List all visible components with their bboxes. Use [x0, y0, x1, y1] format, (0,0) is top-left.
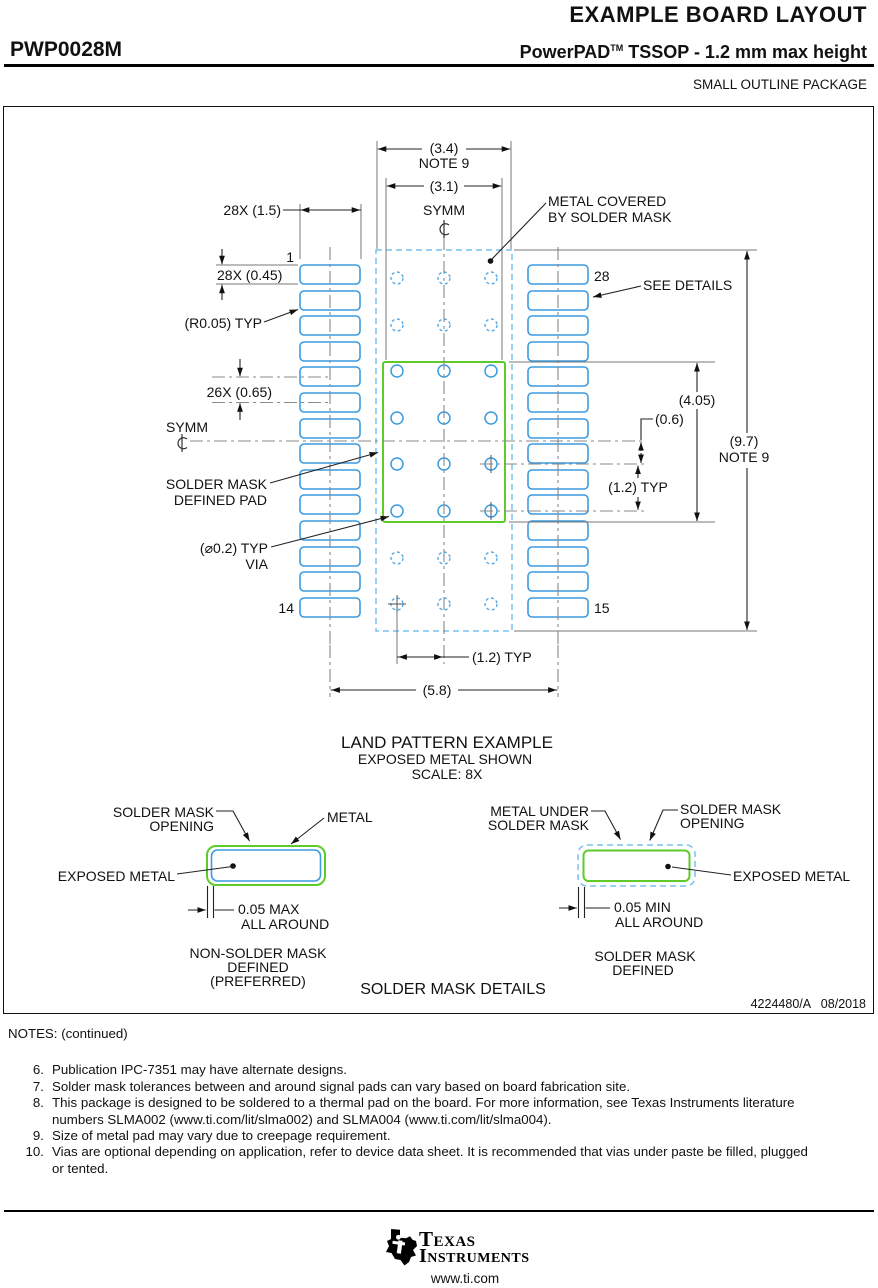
smd-caption-1: SOLDER MASK [594, 948, 696, 964]
nsmd-dim-2: ALL AROUND [241, 916, 330, 932]
pin-14-label: 14 [278, 600, 294, 616]
dim-r0-05: (R0.05) TYP [184, 315, 262, 331]
brand-name: PowerPAD [519, 42, 611, 62]
smd-opening-label-2: OPENING [680, 815, 745, 831]
detail-smd [488, 801, 851, 978]
notes-heading: NOTES: (continued) [8, 1026, 128, 1041]
via-label-2: VIA [245, 556, 268, 572]
smd-dim-1: 0.05 MIN [614, 899, 671, 915]
nsmd-caption-3: (PREFERRED) [210, 973, 306, 989]
part-number: PWP0028M [10, 38, 123, 61]
solder-mask-defined-pad-label-1: SOLDER MASK [165, 476, 267, 492]
dim-1-2-bottom: (1.2) TYP [472, 649, 532, 665]
via-label-1: (⌀0.2) TYP [199, 540, 268, 556]
note-row: 7. Solder mask tolerances between and around signal pads can vary based on board fabrication site. [32, 1078, 631, 1094]
centerline-symbol-top [440, 220, 449, 238]
nsmd-metal-shape [212, 850, 321, 881]
ti-logo-icon [383, 1228, 419, 1275]
smd-metal-under-label-1: METAL UNDER [490, 803, 589, 819]
symm-left-label: SYMM [166, 419, 208, 435]
dim-1-2-right: (1.2) TYP [608, 479, 668, 495]
smd-metal-under-label-2: SOLDER MASK [487, 817, 589, 833]
land-pattern-drawing [4, 107, 873, 1013]
via-cross-marks [388, 455, 491, 613]
dim-3-1: (3.1) [429, 178, 459, 194]
details-title: SOLDER MASK DETAILS [360, 981, 546, 998]
note-row: 9. Size of metal pad may vary due to creepage requirement. [32, 1128, 391, 1144]
package-subtitle [520, 42, 867, 63]
detail-nsmd [58, 804, 373, 989]
ti-wordmark-texas: Texas [419, 1227, 476, 1251]
trademark-symbol: TM [610, 43, 624, 53]
nsmd-opening-label-1: SOLDER MASK [112, 804, 214, 820]
header-rule [4, 64, 874, 67]
nsmd-caption-1: NON-SOLDER MASK [189, 945, 327, 961]
pin-1-label: 1 [286, 249, 294, 265]
caption-title: LAND PATTERN EXAMPLE [341, 733, 553, 752]
solder-mask-defined-pad-label-2: DEFINED PAD [173, 492, 267, 508]
notes-section [8, 1026, 856, 1177]
symm-top-label: SYMM [423, 202, 465, 218]
note-row: or tented. [52, 1160, 109, 1176]
note-row: 8. This package is designed to be soldered to a thermal pad on the board. For more information, see Texas Instruments literature [32, 1095, 795, 1111]
ti-wordmark-instruments: Instruments [419, 1245, 530, 1267]
package-height: TSSOP - 1.2 mm max height [623, 42, 867, 62]
dim-26x-0-65: 26X (0.65) [206, 384, 272, 400]
pin-15-label: 15 [594, 600, 610, 616]
caption-sub1: EXPOSED METAL SHOWN [357, 751, 533, 767]
dim-28x-1-5: 28X (1.5) [223, 202, 281, 218]
nsmd-opening-label-2: OPENING [149, 818, 214, 834]
smd-dim-2: ALL AROUND [615, 914, 704, 930]
note-row: numbers SLMA002 (www.ti.com/lit/slma002) and SLMA004 (www.ti.com/lit/slma004). [52, 1111, 552, 1127]
dim-5-8: (5.8) [422, 682, 452, 698]
nsmd-dim-1: 0.05 MAX [238, 901, 300, 917]
dim-4-05: (4.05) [678, 392, 716, 408]
page-title: EXAMPLE BOARD LAYOUT [569, 2, 867, 27]
smd-exposed-metal-dot [665, 864, 671, 870]
note-row: 6. Publication IPC-7351 may have alternate designs. [32, 1062, 347, 1078]
dim-3-4: (3.4) [429, 140, 459, 156]
footer-rule [4, 1210, 874, 1212]
dim-9-7-note: NOTE 9 [718, 449, 770, 465]
package-type: SMALL OUTLINE PACKAGE [692, 77, 867, 92]
caption-sub2: SCALE: 8X [411, 766, 483, 782]
note-row: 10. Vias are optional depending on application, refer to device data sheet. It is recommended that vias under paste be filled, plugged [25, 1144, 808, 1160]
nsmd-exposed-metal-label: EXPOSED METAL [57, 868, 175, 884]
nsmd-metal-label: METAL [327, 809, 373, 825]
dim-0-6: (0.6) [655, 411, 684, 427]
ti-wordmark [419, 1227, 530, 1267]
nsmd-caption-2: DEFINED [227, 959, 289, 975]
metal-covered-label-2: BY SOLDER MASK [548, 209, 672, 225]
see-details-label: SEE DETAILS [643, 277, 733, 293]
ti-url: www.ti.com [430, 1271, 500, 1286]
dim-9-7: (9.7) [729, 433, 759, 449]
extension-lines [216, 141, 757, 664]
centerline-symbol-left [178, 434, 187, 452]
dim-28x-0-45: 28X (0.45) [217, 267, 283, 283]
metal-covered-label-1: METAL COVERED [548, 193, 667, 209]
smd-exposed-metal-label: EXPOSED METAL [733, 868, 851, 884]
smd-solder-mask-opening-shape [584, 851, 690, 882]
drawing-frame [3, 106, 874, 1014]
smd-caption-2: DEFINED [612, 962, 674, 978]
dim-3-4-note: NOTE 9 [418, 155, 470, 171]
smd-opening-label-1: SOLDER MASK [680, 801, 782, 817]
pin-28-label: 28 [594, 268, 610, 284]
drawing-number-plate: 4224480/A 08/2018 [750, 997, 866, 1011]
